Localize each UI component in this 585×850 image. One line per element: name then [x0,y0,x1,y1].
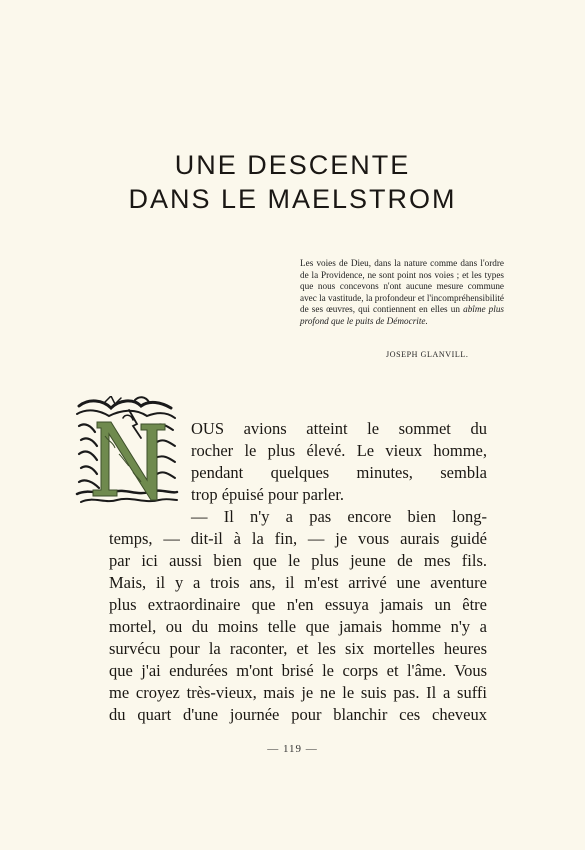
dropcap-illustration [75,396,179,506]
body-line: — Il n'y a pas encore bien long- [191,507,487,526]
body-line: plus extraordinaire que n'en essuya jamais un être [109,595,487,614]
body-line: pendant quelques minutes, sembla [191,463,487,482]
body-line: survécu pour la raconter, et les six mortelles heures [109,639,487,658]
body-line: temps, — dit-il à la fin, — je vous aurais guidé [109,529,487,548]
body-line: me croyez très-vieux, mais je ne le suis pas. Il a suffi [109,683,487,702]
epigraph-text-plain: Les voies de Dieu, dans la nature comme dans l'ordre de la Providence, ne sont point nos voies ; et les types que nous concevons n'ont aucune mesure commune avec la vastitude, la profondeur et l'incompréhensibilité de ses œuvres, qui contiennent en elles un [300,258,504,315]
chapter-title-line-1: UNE DESCENTE [174,150,411,180]
chapter-title-line-2: DANS LE MAELSTROM [128,184,457,214]
body-line: par ici aussi bien que le plus jeune de mes fils. [109,551,487,570]
page-number: — 119 — [267,743,318,755]
epigraph-text [300,258,504,328]
dropcap-letter-n [93,422,165,500]
body-line: OUS avions atteint le sommet du [191,419,487,438]
body-line: rocher le plus élevé. Le vieux homme, [191,441,487,460]
epigraph-text-italic: abîme plus profond que le puits de Démocrite. [300,304,504,326]
body-line: Mais, il y a trois ans, il m'est arrivé une aventure [109,573,487,592]
epigraph-attribution: JOSEPH GLANVILL. [386,350,469,359]
body-line: trop épuisé pour parler. [191,485,345,504]
body-line: mortel, ou du moins telle que jamais homme n'y a [109,617,487,636]
body-line: que j'ai endurées m'ont brisé le corps et l'âme. Vous [109,661,487,680]
epigraph [300,258,504,328]
body-line: du quart d'une journée pour blanchir ces cheveux [109,705,487,724]
